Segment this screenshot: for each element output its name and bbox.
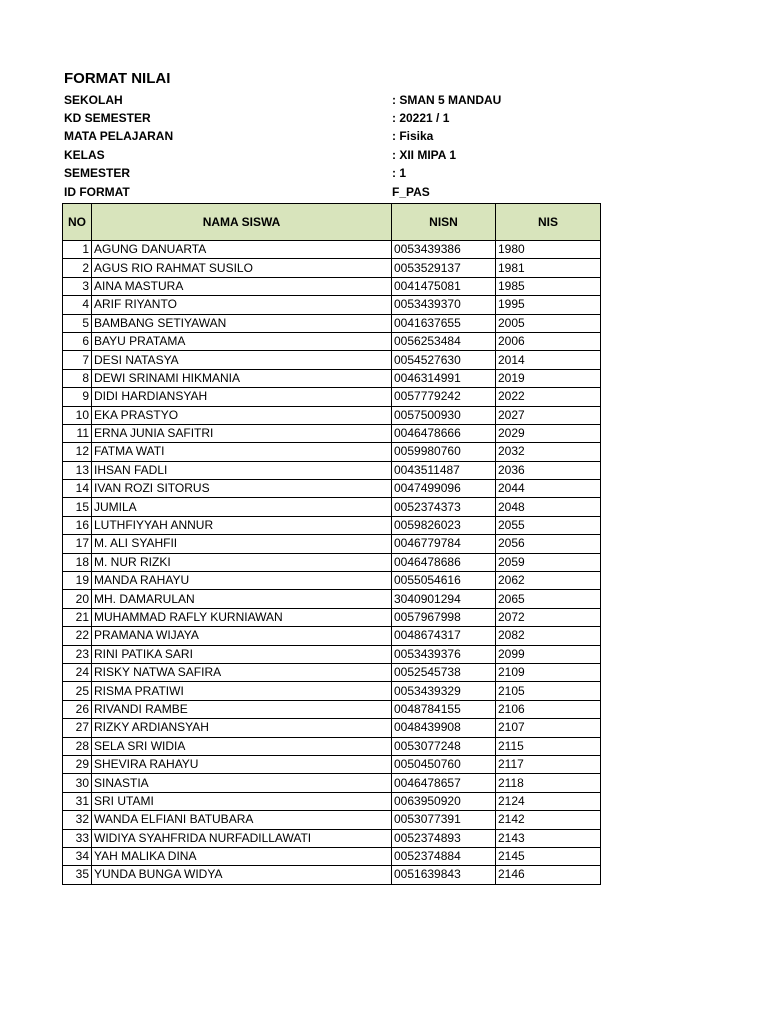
cell-nama: PRAMANA WIJAYA [92, 627, 392, 645]
cell-nisn: 0046478666 [392, 424, 496, 442]
cell-nis: 2036 [496, 461, 601, 479]
cell-nis: 2072 [496, 608, 601, 626]
cell-nama: YUNDA BUNGA WIDYA [92, 866, 392, 884]
cell-nisn: 0053077248 [392, 737, 496, 755]
table-row [63, 755, 601, 773]
cell-nis: 2105 [496, 682, 601, 700]
table-row [63, 774, 601, 792]
header-nisn: NISN [392, 204, 496, 241]
cell-no: 3 [63, 277, 92, 295]
cell-no: 34 [63, 847, 92, 865]
cell-no: 25 [63, 682, 92, 700]
cell-nisn: 0043511487 [392, 461, 496, 479]
table-row [63, 866, 601, 884]
cell-no: 8 [63, 369, 92, 387]
meta-label: ID FORMAT [64, 185, 130, 199]
cell-no: 17 [63, 535, 92, 553]
cell-nisn: 0047499096 [392, 480, 496, 498]
table-row [63, 737, 601, 755]
cell-no: 28 [63, 737, 92, 755]
cell-no: 10 [63, 406, 92, 424]
cell-nisn: 0057779242 [392, 388, 496, 406]
cell-nisn: 0052374884 [392, 847, 496, 865]
cell-nisn: 0053077391 [392, 811, 496, 829]
cell-nis: 2142 [496, 811, 601, 829]
cell-nis: 2106 [496, 700, 601, 718]
cell-nisn: 0059826023 [392, 516, 496, 534]
cell-nama: EKA PRASTYO [92, 406, 392, 424]
cell-no: 2 [63, 259, 92, 277]
cell-nisn: 0053529137 [392, 259, 496, 277]
cell-no: 30 [63, 774, 92, 792]
cell-nis: 2107 [496, 719, 601, 737]
cell-nama: DEWI SRINAMI HIKMANIA [92, 369, 392, 387]
table-row [63, 406, 601, 424]
table-row [63, 480, 601, 498]
cell-nisn: 0046779784 [392, 535, 496, 553]
cell-no: 33 [63, 829, 92, 847]
table-row [63, 498, 601, 516]
meta-value: : XII MIPA 1 [392, 148, 457, 162]
table-row [63, 811, 601, 829]
cell-no: 11 [63, 424, 92, 442]
cell-nis: 1981 [496, 259, 601, 277]
cell-nis: 2019 [496, 369, 601, 387]
table-row [63, 424, 601, 442]
cell-nis: 1980 [496, 241, 601, 259]
table-row [63, 535, 601, 553]
table-row [63, 719, 601, 737]
cell-nama: BAMBANG SETIYAWAN [92, 314, 392, 332]
cell-nama: LUTHFIYYAH ANNUR [92, 516, 392, 534]
cell-no: 6 [63, 332, 92, 350]
cell-nama: RIVANDI RAMBE [92, 700, 392, 718]
cell-nisn: 0055054616 [392, 572, 496, 590]
cell-nama: ERNA JUNIA SAFITRI [92, 424, 392, 442]
cell-nis: 2082 [496, 627, 601, 645]
table-row [63, 296, 601, 314]
cell-nisn: 3040901294 [392, 590, 496, 608]
cell-nama: SINASTIA [92, 774, 392, 792]
cell-no: 35 [63, 866, 92, 884]
meta-label: SEMESTER [64, 166, 131, 180]
cell-nis: 2056 [496, 535, 601, 553]
table-row [63, 443, 601, 461]
table-row [63, 388, 601, 406]
cell-nisn: 0056253484 [392, 332, 496, 350]
cell-nis: 1995 [496, 296, 601, 314]
meta-value: : 20221 / 1 [392, 111, 450, 125]
cell-nama: SHEVIRA RAHAYU [92, 755, 392, 773]
cell-nama: SELA SRI WIDIA [92, 737, 392, 755]
cell-nama: WANDA ELFIANI BATUBARA [92, 811, 392, 829]
cell-nis: 2014 [496, 351, 601, 369]
cell-nisn: 0052545738 [392, 663, 496, 681]
cell-nis: 2109 [496, 663, 601, 681]
cell-nama: MANDA RAHAYU [92, 572, 392, 590]
header-nama-siswa: NAMA SISWA [92, 204, 392, 241]
table-header-row [63, 204, 601, 241]
header-no: NO [63, 204, 92, 241]
table-body [63, 241, 601, 885]
table-row [63, 682, 601, 700]
cell-nis: 2022 [496, 388, 601, 406]
cell-nisn: 0057967998 [392, 608, 496, 626]
cell-nisn: 0052374893 [392, 829, 496, 847]
cell-no: 16 [63, 516, 92, 534]
header-nis: NIS [496, 204, 601, 241]
cell-no: 26 [63, 700, 92, 718]
meta-value: : Fisika [392, 129, 434, 143]
table-row [63, 516, 601, 534]
cell-no: 19 [63, 572, 92, 590]
cell-nis: 2115 [496, 737, 601, 755]
meta-value: : SMAN 5 MANDAU [392, 93, 502, 107]
cell-no: 24 [63, 663, 92, 681]
cell-nisn: 0050450760 [392, 755, 496, 773]
cell-nis: 2005 [496, 314, 601, 332]
cell-nisn: 0051639843 [392, 866, 496, 884]
cell-no: 1 [63, 241, 92, 259]
meta-value: : 1 [392, 166, 407, 180]
cell-nisn: 0063950920 [392, 792, 496, 810]
cell-no: 7 [63, 351, 92, 369]
cell-nama: DIDI HARDIANSYAH [92, 388, 392, 406]
cell-no: 9 [63, 388, 92, 406]
cell-nama: FATMA WATI [92, 443, 392, 461]
cell-nama: IVAN ROZI SITORUS [92, 480, 392, 498]
cell-nisn: 0053439329 [392, 682, 496, 700]
cell-nisn: 0059980760 [392, 443, 496, 461]
cell-nis: 2059 [496, 553, 601, 571]
cell-nama: ARIF RIYANTO [92, 296, 392, 314]
cell-nisn: 0048439908 [392, 719, 496, 737]
table-row [63, 847, 601, 865]
meta-label: MATA PELAJARAN [64, 129, 174, 143]
cell-no: 18 [63, 553, 92, 571]
cell-nis: 2118 [496, 774, 601, 792]
cell-nis: 2117 [496, 755, 601, 773]
cell-nama: MUHAMMAD RAFLY KURNIAWAN [92, 608, 392, 626]
table-row [63, 792, 601, 810]
cell-nis: 2065 [496, 590, 601, 608]
meta-label: KELAS [64, 148, 105, 162]
table-row [63, 241, 601, 259]
cell-nisn: 0046314991 [392, 369, 496, 387]
cell-nisn: 0053439386 [392, 241, 496, 259]
cell-nisn: 0048784155 [392, 700, 496, 718]
cell-nisn: 0053439376 [392, 645, 496, 663]
table-row [63, 351, 601, 369]
cell-nis: 2099 [496, 645, 601, 663]
cell-nama: M. ALI SYAHFII [92, 535, 392, 553]
cell-nis: 2124 [496, 792, 601, 810]
cell-nis: 2055 [496, 516, 601, 534]
table-row [63, 259, 601, 277]
table-row [63, 332, 601, 350]
table-row [63, 627, 601, 645]
cell-no: 23 [63, 645, 92, 663]
cell-nis: 2146 [496, 866, 601, 884]
cell-nama: WIDIYA SYAHFRIDA NURFADILLAWATI [92, 829, 392, 847]
cell-no: 32 [63, 811, 92, 829]
cell-nama: M. NUR RIZKI [92, 553, 392, 571]
table-row [63, 572, 601, 590]
table-row [63, 277, 601, 295]
table-row [63, 700, 601, 718]
cell-nama: AGUS RIO RAHMAT SUSILO [92, 259, 392, 277]
cell-nis: 2062 [496, 572, 601, 590]
cell-no: 31 [63, 792, 92, 810]
cell-nis: 2145 [496, 847, 601, 865]
table-row [63, 608, 601, 626]
cell-nis: 2006 [496, 332, 601, 350]
cell-nama: AINA MASTURA [92, 277, 392, 295]
cell-nama: SRI UTAMI [92, 792, 392, 810]
student-table [62, 203, 601, 885]
cell-nama: JUMILA [92, 498, 392, 516]
table-row [63, 829, 601, 847]
cell-nama: AGUNG DANUARTA [92, 241, 392, 259]
cell-nama: RISKY NATWA SAFIRA [92, 663, 392, 681]
cell-no: 29 [63, 755, 92, 773]
cell-nama: BAYU PRATAMA [92, 332, 392, 350]
cell-nisn: 0046478657 [392, 774, 496, 792]
cell-no: 14 [63, 480, 92, 498]
cell-nama: RIZKY ARDIANSYAH [92, 719, 392, 737]
cell-nama: IHSAN FADLI [92, 461, 392, 479]
table-row [63, 553, 601, 571]
cell-nisn: 0041637655 [392, 314, 496, 332]
cell-no: 22 [63, 627, 92, 645]
cell-no: 4 [63, 296, 92, 314]
table-row [63, 590, 601, 608]
table-row [63, 461, 601, 479]
cell-nama: RINI PATIKA SARI [92, 645, 392, 663]
cell-no: 12 [63, 443, 92, 461]
cell-nama: YAH MALIKA DINA [92, 847, 392, 865]
cell-nama: DESI NATASYA [92, 351, 392, 369]
cell-nisn: 0057500930 [392, 406, 496, 424]
cell-nis: 2044 [496, 480, 601, 498]
form-title: FORMAT NILAI [64, 70, 171, 87]
cell-nis: 2143 [496, 829, 601, 847]
cell-nis: 2029 [496, 424, 601, 442]
cell-nisn: 0046478686 [392, 553, 496, 571]
meta-label: SEKOLAH [64, 93, 123, 107]
meta-value: F_PAS [392, 185, 430, 199]
cell-nis: 1985 [496, 277, 601, 295]
cell-nisn: 0052374373 [392, 498, 496, 516]
cell-nis: 2048 [496, 498, 601, 516]
cell-nis: 2032 [496, 443, 601, 461]
cell-nisn: 0041475081 [392, 277, 496, 295]
table-row [63, 663, 601, 681]
cell-nisn: 0054527630 [392, 351, 496, 369]
cell-nama: MH. DAMARULAN [92, 590, 392, 608]
cell-no: 20 [63, 590, 92, 608]
cell-no: 15 [63, 498, 92, 516]
cell-no: 21 [63, 608, 92, 626]
cell-no: 27 [63, 719, 92, 737]
cell-nama: RISMA PRATIWI [92, 682, 392, 700]
table-row [63, 369, 601, 387]
cell-nisn: 0048674317 [392, 627, 496, 645]
cell-no: 13 [63, 461, 92, 479]
table-row [63, 314, 601, 332]
cell-no: 5 [63, 314, 92, 332]
table-row [63, 645, 601, 663]
meta-label: KD SEMESTER [64, 111, 151, 125]
cell-nis: 2027 [496, 406, 601, 424]
cell-nisn: 0053439370 [392, 296, 496, 314]
